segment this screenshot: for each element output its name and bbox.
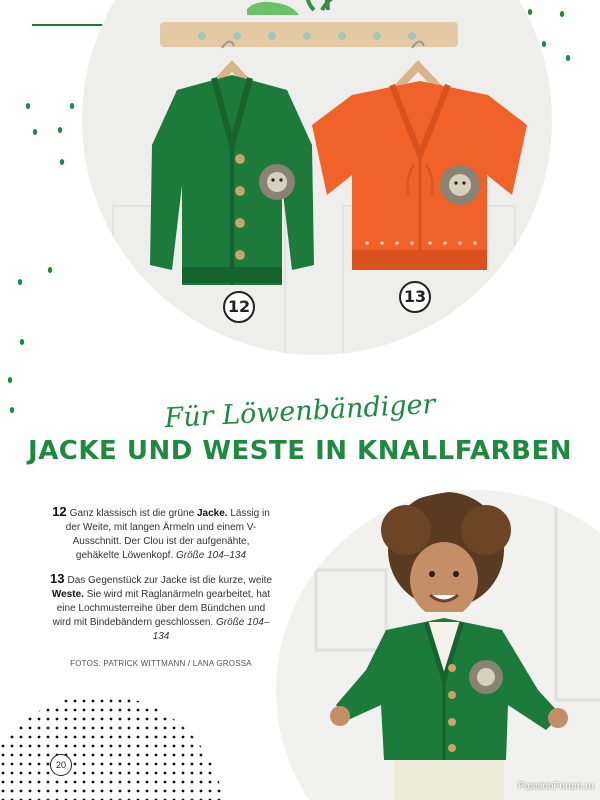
item-description-12: [50, 505, 272, 563]
orange-vest: [312, 81, 527, 270]
item-text: Das Gegenstück zur Jacke ist die kurze, weite: [67, 575, 272, 586]
item-number: 12: [52, 504, 67, 519]
clothing-illustration: [82, 0, 552, 355]
decorative-dots-left: [0, 0, 90, 430]
page-title: JACKE UND WESTE IN KNALLFARBEN: [28, 436, 572, 466]
item-text: Sie wird mit Raglanärmeln gearbeitet, hat eine Lochmusterreihe über dem Bündchen und wird mit Bindebändern geschlossen.: [52, 589, 271, 628]
script-heading: Für Löwenbändiger: [163, 388, 437, 435]
item-description-13: [50, 572, 272, 644]
item-number: 13: [50, 571, 65, 586]
item-badge-12: 12: [223, 291, 255, 323]
item-text: Lässig in der Weite, mit langen Ärmeln und einem V-Ausschnitt. Der Clou ist der aufgenähte, gehäkelte Löwenkopf.: [65, 508, 270, 561]
photo-child-in-jacket: [276, 490, 600, 800]
child-illustration: [276, 490, 600, 800]
photo-credits: FOTOS: PATRICK WITTMANN / LANA GROSSA: [70, 659, 252, 668]
item-name: Weste.: [51, 589, 84, 600]
item-size: Größe 104–134: [152, 617, 270, 642]
decorative-dot-pattern: [0, 680, 260, 800]
item-size: Größe 104–134: [176, 550, 247, 561]
watermark: PassionForum.ru: [517, 781, 594, 792]
item-text: Ganz klassisch ist die grüne: [69, 508, 197, 519]
item-badge-13: 13: [399, 281, 431, 313]
photo-jacket-and-vest: [82, 0, 552, 355]
item-name: Jacke.: [196, 508, 228, 519]
page-number: 20: [50, 754, 72, 776]
green-jacket: [150, 75, 314, 285]
